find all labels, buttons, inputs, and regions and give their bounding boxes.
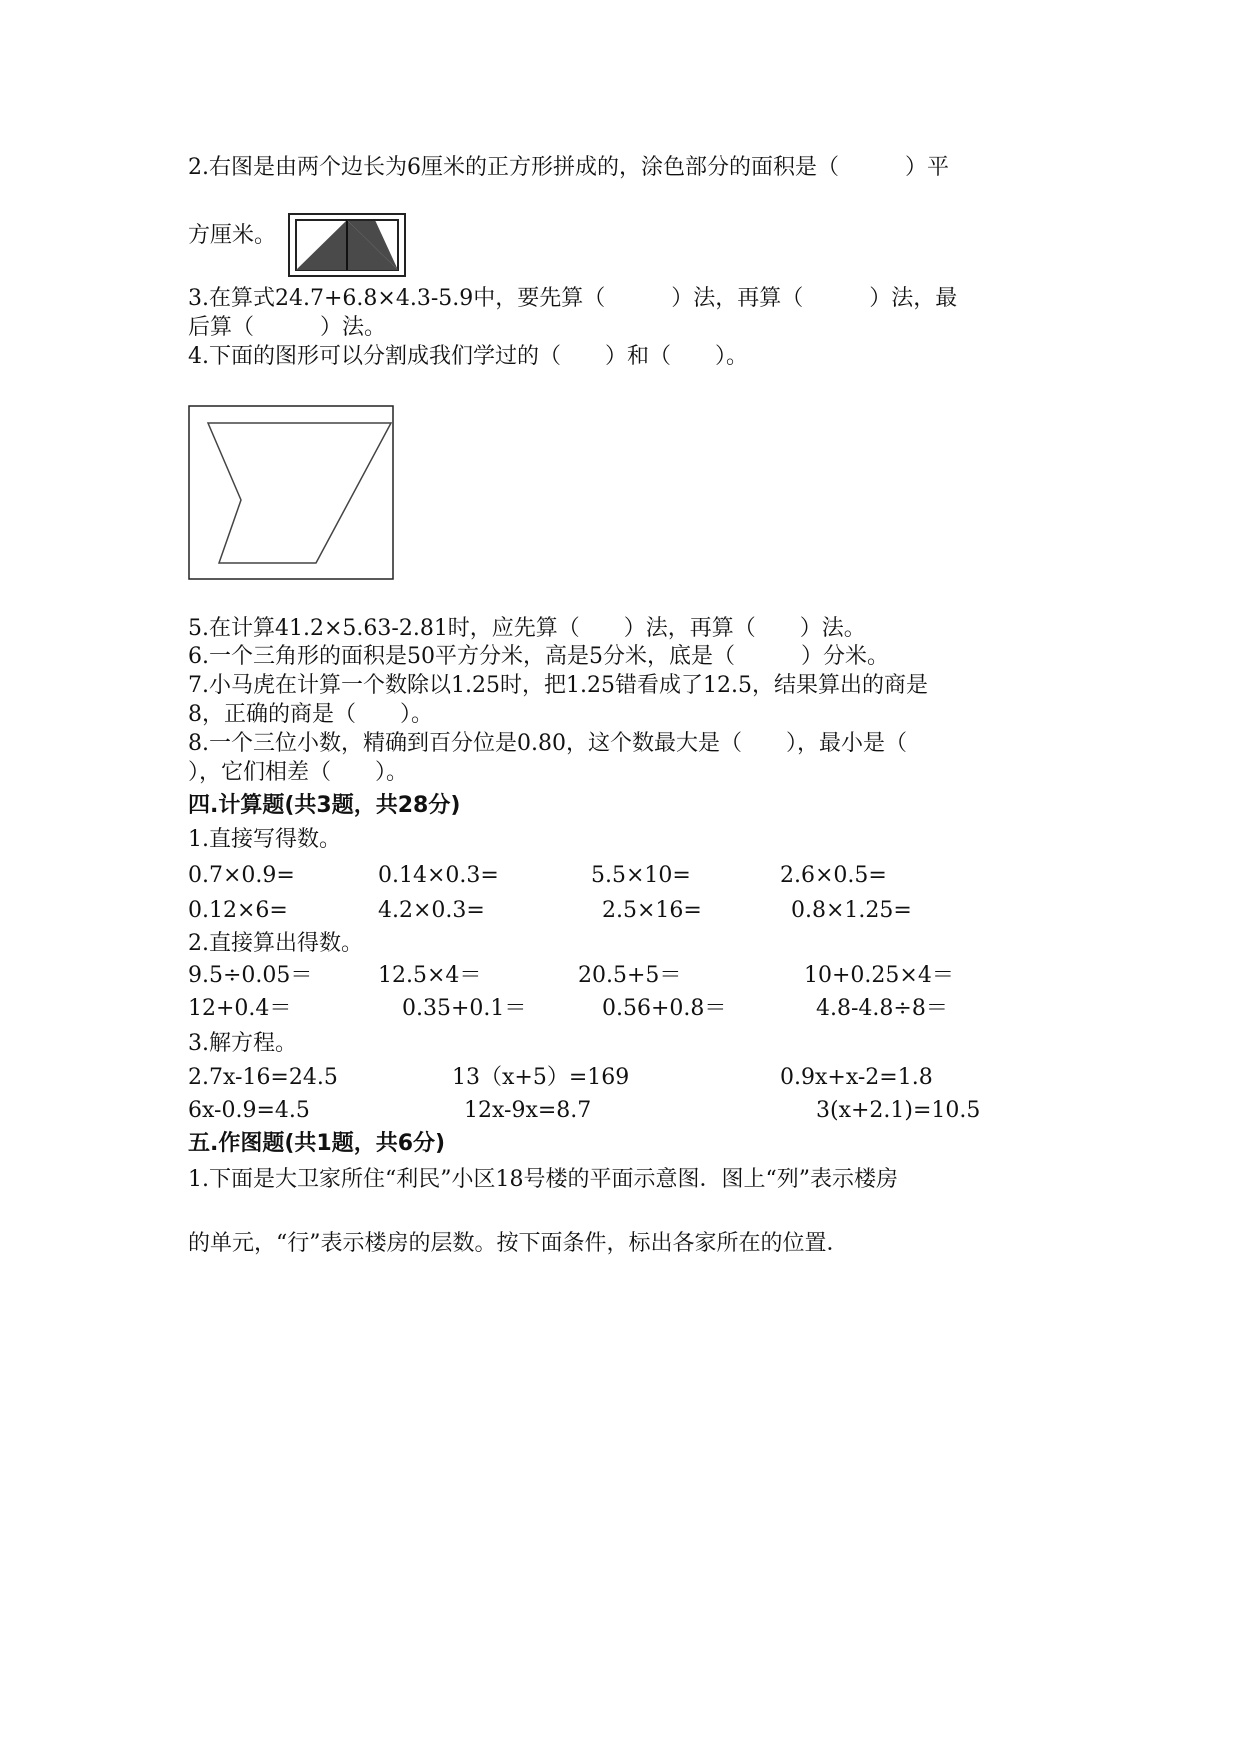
q2-line1: 2.右图是由两个边长为6厘米的正方形拼成的，涂色部分的面积是（ ）平 [188, 155, 949, 180]
s4-p2-r1-c3: 20.5+5＝ [578, 963, 682, 988]
two-squares-shaded-figure [288, 213, 406, 277]
s4-p2-r1-c2: 12.5×4＝ [378, 963, 482, 988]
s4-p1-title: 1.直接写得数。 [188, 827, 341, 852]
q2-line2: 方厘米。 [188, 223, 277, 248]
q5: 5.在计算41.2×5.63-2.81时，应先算（ ）法，再算（ ）法。 [188, 616, 866, 641]
s5-p1-line1: 1.下面是大卫家所住“利民”小区18号楼的平面示意图．图上“列”表示楼房 [188, 1167, 898, 1192]
s4-p1-r1-c1: 0.7×0.9= [188, 863, 295, 888]
s4-p1-r2-c4: 0.8×1.25= [791, 898, 912, 923]
s4-p1-r2-c3: 2.5×16= [602, 898, 702, 923]
s4-p2-r1-c4: 10+0.25×4＝ [804, 963, 954, 988]
q4-line1: 4.下面的图形可以分割成我们学过的（ ）和（ ）。 [188, 344, 748, 369]
s4-p3-r1-c3: 0.9x+x-2=1.8 [780, 1065, 933, 1090]
s4-p1-r2-c2: 4.2×0.3= [378, 898, 485, 923]
section4-title: 四.计算题(共3题，共28分) [188, 793, 461, 818]
s4-p3-title: 3.解方程。 [188, 1031, 297, 1056]
s4-p3-r2-c1: 6x-0.9=4.5 [188, 1098, 310, 1123]
q8-line2: ），它们相差（ ）。 [188, 760, 409, 785]
q3-line2: 后算（ ）法。 [188, 315, 387, 340]
s4-p3-r1-c1: 2.7x-16=24.5 [188, 1065, 338, 1090]
s4-p2-title: 2.直接算出得数。 [188, 931, 363, 956]
s4-p1-r1-c3: 5.5×10= [591, 863, 691, 888]
s4-p3-r2-c3: 3(x+2.1)=10.5 [816, 1098, 981, 1123]
q3-line1: 3.在算式24.7+6.8×4.3-5.9中，要先算（ ）法，再算（ ）法，最 [188, 286, 958, 311]
s4-p2-r2-c3: 0.56+0.8＝ [602, 996, 727, 1021]
q6: 6.一个三角形的面积是50平方分米，高是5分米，底是（ ）分米。 [188, 644, 889, 669]
s4-p2-r2-c2: 0.35+0.1＝ [402, 996, 527, 1021]
s5-p1-line2: 的单元，“行”表示楼房的层数。按下面条件，标出各家所在的位置． [188, 1231, 849, 1256]
composite-shape-figure [188, 405, 394, 580]
s4-p3-r1-c2: 13（x+5）=169 [452, 1065, 630, 1090]
s4-p3-r2-c2: 12x-9x=8.7 [464, 1098, 592, 1123]
s4-p1-r2-c1: 0.12×6= [188, 898, 288, 923]
s4-p1-r1-c2: 0.14×0.3= [378, 863, 499, 888]
section5-title: 五.作图题(共1题，共6分) [188, 1131, 446, 1156]
s4-p2-r1-c1: 9.5÷0.05＝ [188, 963, 313, 988]
q7-line1: 7.小马虎在计算一个数除以1.25时，把1.25错看成了12.5，结果算出的商是 [188, 673, 928, 698]
s4-p1-r1-c4: 2.6×0.5= [780, 863, 887, 888]
s4-p2-r2-c1: 12+0.4＝ [188, 996, 292, 1021]
q8-line1: 8.一个三位小数，精确到百分位是0.80，这个数最大是（ ），最小是（ [188, 731, 907, 756]
q7-line2: 8，正确的商是（ ）。 [188, 702, 433, 727]
s4-p2-r2-c4: 4.8-4.8÷8＝ [816, 996, 948, 1021]
